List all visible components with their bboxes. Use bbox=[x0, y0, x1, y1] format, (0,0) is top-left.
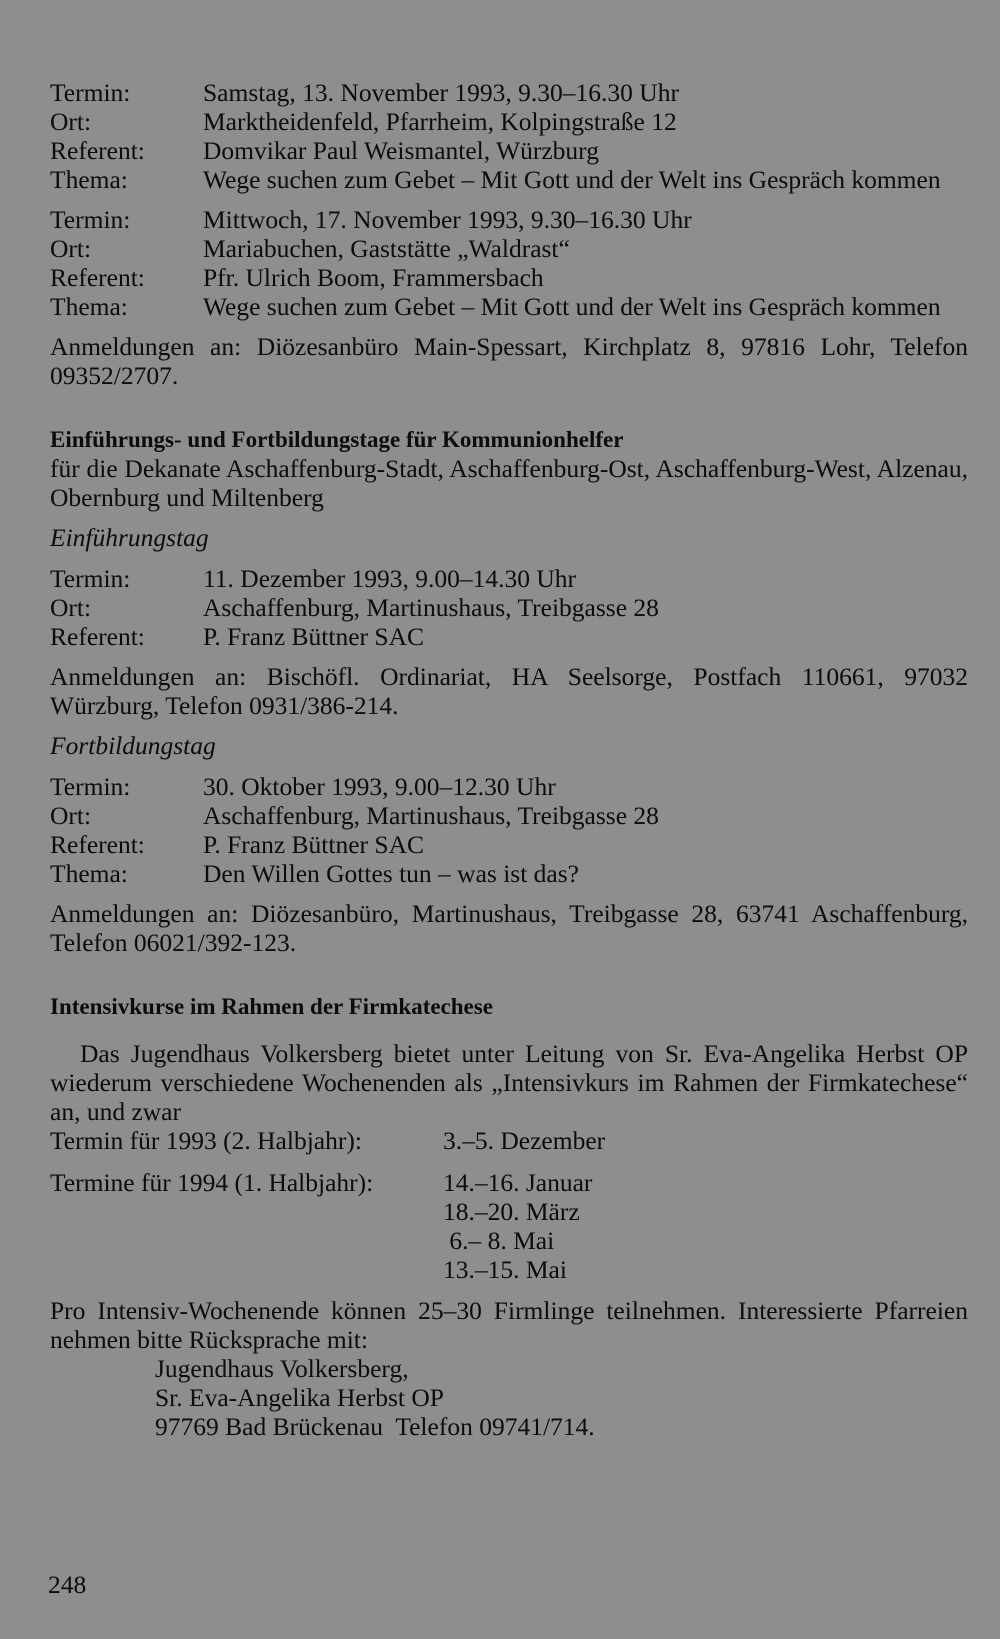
thema-label: Thema: bbox=[50, 165, 128, 194]
event-block bbox=[50, 78, 968, 194]
referent-row bbox=[50, 622, 968, 651]
date-item: 14.–16. Januar bbox=[443, 1168, 593, 1197]
dates-1993-value: 3.–5. Dezember bbox=[443, 1126, 606, 1155]
referent-label: Referent: bbox=[50, 263, 145, 292]
spacer bbox=[50, 401, 968, 425]
section-outro: Pro Intensiv-Wochenende können 25–30 Firmlinge teilnehmen. Interessierte Pfarreien nehmen bitte Rücksprache mit: bbox=[50, 1296, 968, 1354]
thema-value: Wege suchen zum Gebet – Mit Gott und der Welt ins Gespräch kommen bbox=[203, 292, 941, 321]
registration-note: Anmeldungen an: Diözesanbüro, Martinushaus, Treibgasse 28, 63741 Aschaffenburg, Telefon 06021/392-123. bbox=[50, 899, 968, 957]
thema-label: Thema: bbox=[50, 292, 128, 321]
thema-value: Wege suchen zum Gebet – Mit Gott und der Welt ins Gespräch kommen bbox=[203, 165, 941, 194]
referent-row bbox=[50, 830, 968, 859]
termin-value: Samstag, 13. November 1993, 9.30–16.30 Uhr bbox=[203, 78, 679, 107]
referent-row bbox=[50, 263, 968, 292]
dates-1994-row bbox=[50, 1168, 968, 1284]
referent-label: Referent: bbox=[50, 136, 145, 165]
termin-label: Termin: bbox=[50, 772, 131, 801]
ort-label: Ort: bbox=[50, 801, 92, 830]
date-item: 18.–20. März bbox=[443, 1197, 580, 1226]
termin-label: Termin: bbox=[50, 564, 131, 593]
page-content bbox=[50, 78, 968, 1441]
contact-line: Sr. Eva-Angelika Herbst OP bbox=[155, 1383, 444, 1412]
subsection-title: Fortbildungstag bbox=[50, 731, 216, 760]
dates-1994-label: Termine für 1994 (1. Halbjahr): bbox=[50, 1168, 374, 1197]
termin-value: Mittwoch, 17. November 1993, 9.30–16.30 Uhr bbox=[203, 205, 692, 234]
thema-row bbox=[50, 859, 968, 888]
event-block bbox=[50, 564, 968, 651]
dates-1993-row bbox=[50, 1126, 968, 1155]
page-number: 248 bbox=[48, 1570, 87, 1599]
thema-row bbox=[50, 165, 968, 194]
dates-1994-list bbox=[443, 1168, 968, 1284]
date-item: 13.–15. Mai bbox=[443, 1255, 567, 1284]
termin-row bbox=[50, 564, 968, 593]
subsection-title: Einführungstag bbox=[50, 523, 209, 552]
termin-row bbox=[50, 78, 968, 107]
thema-label: Thema: bbox=[50, 859, 128, 888]
registration-note: Anmeldungen an: Bischöfl. Ordinariat, HA Seelsorge, Postfach 110661, 97032 Würzburg, Telefon 0931/386-214. bbox=[50, 662, 968, 720]
ort-label: Ort: bbox=[50, 593, 92, 622]
referent-row bbox=[50, 136, 968, 165]
section-heading: Einführungs- und Fortbildungstage für Kommunionhelfer bbox=[50, 427, 624, 452]
termin-row bbox=[50, 772, 968, 801]
event-block bbox=[50, 205, 968, 321]
referent-value: Domvikar Paul Weismantel, Würzburg bbox=[203, 136, 599, 165]
dates-1993-label: Termin für 1993 (2. Halbjahr): bbox=[50, 1126, 362, 1155]
referent-value: P. Franz Büttner SAC bbox=[203, 830, 425, 859]
ort-value: Aschaffenburg, Martinushaus, Treibgasse 28 bbox=[203, 801, 659, 830]
contact-line: 97769 Bad Brückenau Telefon 09741/714. bbox=[155, 1412, 595, 1441]
registration-note: Anmeldungen an: Diözesanbüro Main-Spessart, Kirchplatz 8, 97816 Lohr, Telefon 09352/2707. bbox=[50, 332, 968, 390]
thema-row bbox=[50, 292, 968, 321]
ort-value: Aschaffenburg, Martinushaus, Treibgasse 28 bbox=[203, 593, 659, 622]
termin-value: 11. Dezember 1993, 9.00–14.30 Uhr bbox=[203, 564, 576, 593]
referent-label: Referent: bbox=[50, 622, 145, 651]
termin-row bbox=[50, 205, 968, 234]
date-item: 6.– 8. Mai bbox=[443, 1226, 555, 1255]
ort-label: Ort: bbox=[50, 234, 92, 263]
thema-value: Den Willen Gottes tun – was ist das? bbox=[203, 859, 579, 888]
ort-value: Mariabuchen, Gaststätte „Waldrast“ bbox=[203, 234, 570, 263]
termin-label: Termin: bbox=[50, 78, 131, 107]
termin-value: 30. Oktober 1993, 9.00–12.30 Uhr bbox=[203, 772, 556, 801]
contact-block bbox=[50, 1354, 968, 1441]
ort-row bbox=[50, 234, 968, 263]
termin-label: Termin: bbox=[50, 205, 131, 234]
ort-label: Ort: bbox=[50, 107, 92, 136]
referent-label: Referent: bbox=[50, 830, 145, 859]
ort-row bbox=[50, 593, 968, 622]
ort-row bbox=[50, 801, 968, 830]
ort-value: Marktheidenfeld, Pfarrheim, Kolpingstraße 12 bbox=[203, 107, 677, 136]
section-intro: Das Jugendhaus Volkersberg bietet unter Leitung von Sr. Eva-Angelika Herbst OP wiederum verschiedene Wochenenden als „Intensivkurs im Rahmen der Firmkatechese“ an, und zwar bbox=[50, 1039, 968, 1126]
referent-value: Pfr. Ulrich Boom, Frammersbach bbox=[203, 263, 544, 292]
spacer bbox=[50, 968, 968, 992]
referent-value: P. Franz Büttner SAC bbox=[203, 622, 425, 651]
ort-row bbox=[50, 107, 968, 136]
section-intro: für die Dekanate Aschaffenburg-Stadt, Aschaffenburg-Ost, Aschaffenburg-West, Alzenau, Obernburg und Miltenberg bbox=[50, 454, 968, 512]
event-block bbox=[50, 772, 968, 888]
section-heading: Intensivkurse im Rahmen der Firmkatechese bbox=[50, 994, 493, 1019]
contact-line: Jugendhaus Volkersberg, bbox=[155, 1354, 409, 1383]
